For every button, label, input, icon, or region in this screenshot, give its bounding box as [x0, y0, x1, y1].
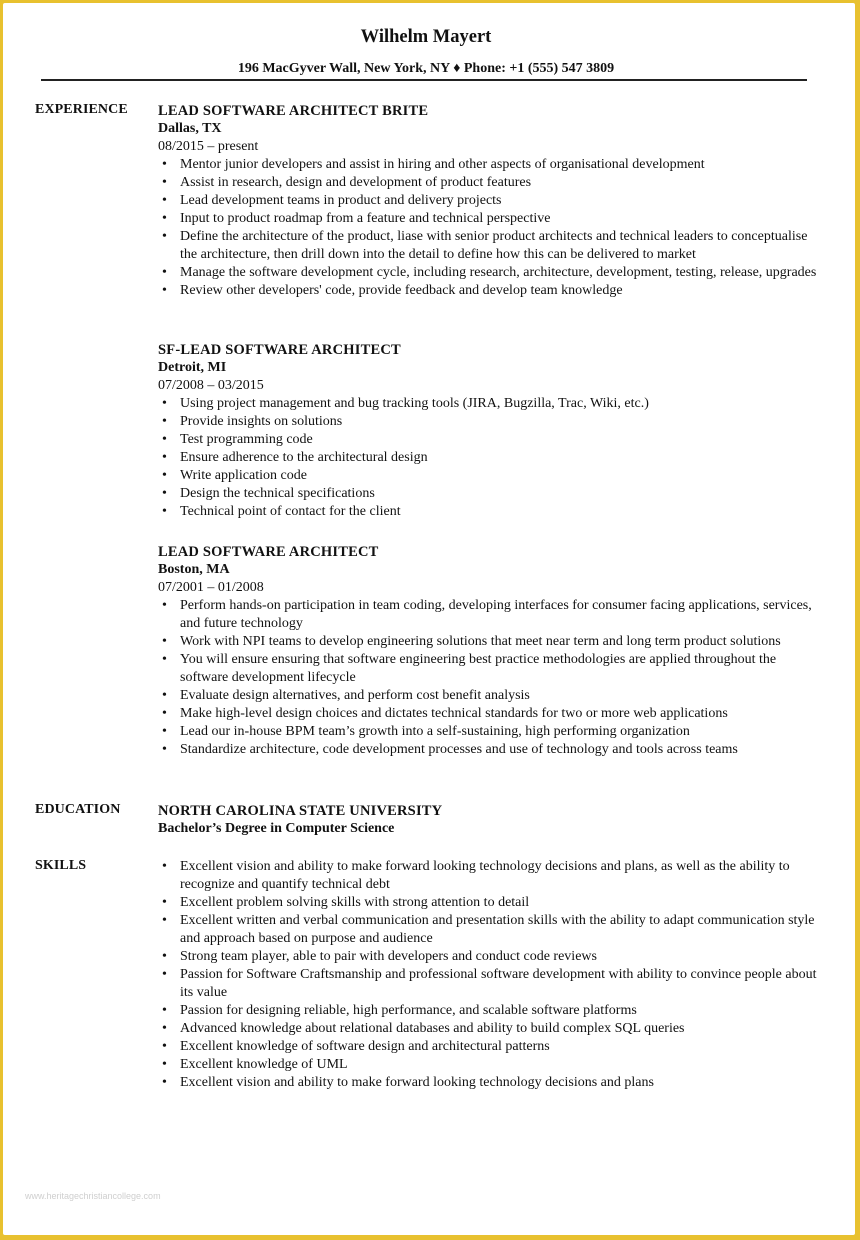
list-item: • Input to product roadmap from a feature and technical perspective — [158, 210, 818, 228]
list-item: • Perform hands-on participation in team coding, developing interfaces for consumer facing applications, services, and future technology — [158, 597, 818, 633]
job-dates: 07/2008 – 03/2015 — [158, 378, 264, 393]
list-item: • Design the technical specifications — [158, 485, 818, 503]
list-item: • Strong team player, able to pair with developers and conduct code reviews — [158, 948, 818, 966]
skills-entry — [158, 858, 818, 1092]
skills-list — [158, 858, 818, 1092]
list-item: • Excellent written and verbal communication and presentation skills with the ability to adapt communication style and approach based on purpose and audience — [158, 912, 818, 948]
resume-page — [3, 3, 855, 1235]
list-item: • Provide insights on solutions — [158, 413, 818, 431]
job-duties-list — [158, 156, 818, 300]
degree: Bachelor’s Degree in Computer Science — [158, 821, 395, 836]
list-item: • Excellent problem solving skills with strong attention to detail — [158, 894, 818, 912]
list-item: • Excellent knowledge of software design and architectural patterns — [158, 1038, 818, 1056]
job-entry-1 — [158, 102, 818, 300]
list-item: • Assist in research, design and development of product features — [158, 174, 818, 192]
experience-heading: EXPERIENCE — [35, 102, 128, 117]
list-item: • Ensure adherence to the architectural design — [158, 449, 818, 467]
list-item: • Review other developers' code, provide feedback and develop team knowledge — [158, 282, 818, 300]
education-entry — [158, 802, 818, 838]
watermark-text: www.heritagechristiancollege.com — [25, 1191, 161, 1201]
list-item: • Work with NPI teams to develop engineering solutions that meet near term and long term product solutions — [158, 633, 818, 651]
list-item: • Excellent knowledge of UML — [158, 1056, 818, 1074]
education-heading: EDUCATION — [35, 802, 121, 817]
list-item: • Manage the software development cycle, including research, architecture, development, testing, release, upgrades — [158, 264, 818, 282]
job-dates: 08/2015 – present — [158, 139, 259, 154]
list-item: • Lead development teams in product and delivery projects — [158, 192, 818, 210]
list-item: • Excellent vision and ability to make forward looking technology decisions and plans, as well as the ability to recognize and quantify technical debt — [158, 858, 818, 894]
skills-heading: SKILLS — [35, 858, 87, 873]
list-item: • Test programming code — [158, 431, 818, 449]
list-item: • Standardize architecture, code development processes and use of technology and tools across teams — [158, 741, 818, 759]
job-location: Boston, MA — [158, 562, 230, 577]
list-item: • You will ensure ensuring that software engineering best practice methodologies are applied throughout the software development lifecycle — [158, 651, 818, 687]
list-item: • Excellent vision and ability to make forward looking technology decisions and plans — [158, 1074, 818, 1092]
list-item: • Make high-level design choices and dictates technical standards for two or more web applications — [158, 705, 818, 723]
job-duties-list — [158, 597, 818, 759]
job-dates: 07/2001 – 01/2008 — [158, 580, 264, 595]
job-title: LEAD SOFTWARE ARCHITECT — [158, 544, 379, 560]
list-item: • Evaluate design alternatives, and perform cost benefit analysis — [158, 687, 818, 705]
job-entry-3 — [158, 543, 818, 759]
job-title: SF-LEAD SOFTWARE ARCHITECT — [158, 342, 401, 358]
list-item: • Technical point of contact for the client — [158, 503, 818, 521]
list-item: • Lead our in-house BPM team’s growth into a self-sustaining, high performing organization — [158, 723, 818, 741]
list-item: • Mentor junior developers and assist in hiring and other aspects of organisational development — [158, 156, 818, 174]
contact-line: 196 MacGyver Wall, New York, NY ♦ Phone: +1 (555) 547 3809 — [237, 61, 615, 76]
job-duties-list — [158, 395, 818, 521]
job-entry-2 — [158, 341, 818, 521]
list-item: • Using project management and bug tracking tools (JIRA, Bugzilla, Trac, Wiki, etc.) — [158, 395, 818, 413]
list-item: • Write application code — [158, 467, 818, 485]
list-item: • Passion for Software Craftsmanship and professional software development with ability to convince people about its value — [158, 966, 818, 1002]
list-item: • Define the architecture of the product, liase with senior product architects and technical leaders to conceptualise the architecture, then drill down into the detail to define how this can be delivered to market — [158, 228, 818, 264]
job-title: LEAD SOFTWARE ARCHITECT BRITE — [158, 103, 429, 119]
job-location: Dallas, TX — [158, 121, 222, 136]
header-divider — [41, 79, 807, 81]
candidate-name: Wilhelm Mayert — [360, 27, 492, 47]
list-item: • Passion for designing reliable, high performance, and scalable software platforms — [158, 1002, 818, 1020]
job-location: Detroit, MI — [158, 360, 227, 375]
list-item: • Advanced knowledge about relational databases and ability to build complex SQL queries — [158, 1020, 818, 1038]
school-name: NORTH CAROLINA STATE UNIVERSITY — [158, 803, 443, 819]
